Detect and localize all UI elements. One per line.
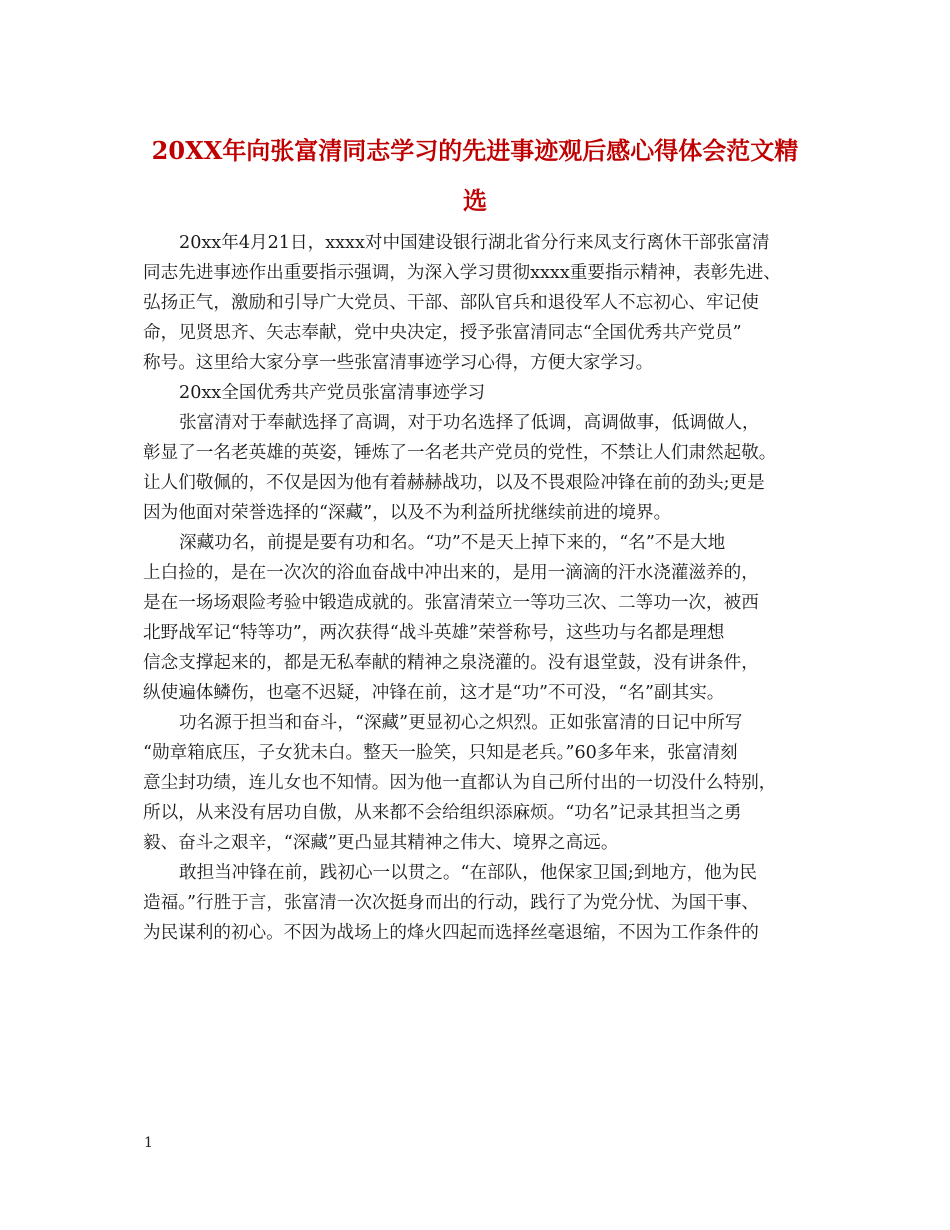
body-line: 因为他面对荣誉选择的“深藏”，以及不为利益所扰继续前进的境界。 — [143, 503, 672, 523]
body-line: 称号。这里给大家分享一些张富清事迹学习心得，方便大家学习。 — [143, 353, 654, 373]
body-line: 弘扬正气，激励和引导广大党员、干部、部队官兵和退役军人不忘初心、牢记使 — [143, 293, 759, 313]
body-line: 敢担当冲锋在前，践初心一以贯之。“在部队，他保家卫国;到地方，他为民 — [179, 863, 757, 883]
document-title — [120, 126, 830, 226]
body-line: 是在一场场艰险考验中锻造成就的。张富清荣立一等功三次、二等功一次，被西 — [143, 593, 759, 613]
body-line: 功名源于担当和奋斗，“深藏”更显初心之炽烈。正如张富清的日记中所写 — [179, 713, 743, 733]
page-number: 1 — [144, 1135, 153, 1151]
body-line: 命，见贤思齐、矢志奉献，党中央决定，授予张富清同志“全国优秀共产党员” — [143, 323, 742, 343]
body-line: 造福。”行胜于言，张富清一次次挺身而出的行动，践行了为党分忧、为国干事、 — [143, 893, 759, 913]
title-line-2: 选 — [463, 186, 487, 215]
body-line: 北野战军记“特等功”，两次获得“战斗英雄”荣誉称号，这些功与名都是理想 — [143, 623, 725, 643]
body-line: 20xx全国优秀共产党员张富清事迹学习 — [179, 383, 486, 403]
body-line: 所以，从来没有居功自傲，从来都不会给组织添麻烦。“功名”记录其担当之勇 — [143, 803, 742, 823]
title-line-1: 20XX年向张富清同志学习的先进事迹观后感心得体会范文精 — [151, 136, 799, 165]
body-line: 让人们敬佩的，不仅是因为他有着赫赫战功，以及不畏艰险冲锋在前的劲头;更是 — [143, 473, 765, 493]
body-line: 深藏功名，前提是要有功和名。“功”不是天上掉下来的，“名”不是大地 — [179, 533, 726, 553]
body-line: 信念支撑起来的，都是无私奉献的精神之泉浇灌的。没有退堂鼓，没有讲条件， — [143, 653, 759, 673]
body-line: 彰显了一名老英雄的英姿，锤炼了一名老共产党员的党性，不禁让人们肃然起敬。 — [143, 443, 777, 463]
body-line: 纵使遍体鳞伤，也毫不迟疑，冲锋在前，这才是“功”不可没，“名”副其实。 — [143, 683, 725, 703]
body-line: 上白捡的，是在一次次的浴血奋战中冲出来的，是用一滴滴的汗水浇灌滋养的， — [143, 563, 759, 583]
body-line: “勋章箱底压，子女犹未白。整天一脸笑，只知是老兵。”60多年来，张富清刻 — [143, 743, 738, 763]
body-line: 毅、奋斗之艰辛，“深藏”更凸显其精神之伟大、境界之高远。 — [143, 833, 619, 853]
body-line: 20xx年4月21日，xxxx对中国建设银行湖北省分行来凤支行离休干部张富清 — [179, 233, 770, 253]
document-body — [143, 228, 815, 948]
body-line: 同志先进事迹作出重要指示强调，为深入学习贯彻xxxx重要指示精神，表彰先进、 — [143, 263, 781, 283]
body-line: 张富清对于奉献选择了高调，对于功名选择了低调，高调做事，低调做人， — [179, 413, 760, 433]
body-line: 为民谋利的初心。不因为战场上的烽火四起而选择丝毫退缩，不因为工作条件的 — [143, 923, 759, 943]
body-line: 意尘封功绩，连儿女也不知情。因为他一直都认为自己所付出的一切没什么特别， — [143, 773, 777, 793]
